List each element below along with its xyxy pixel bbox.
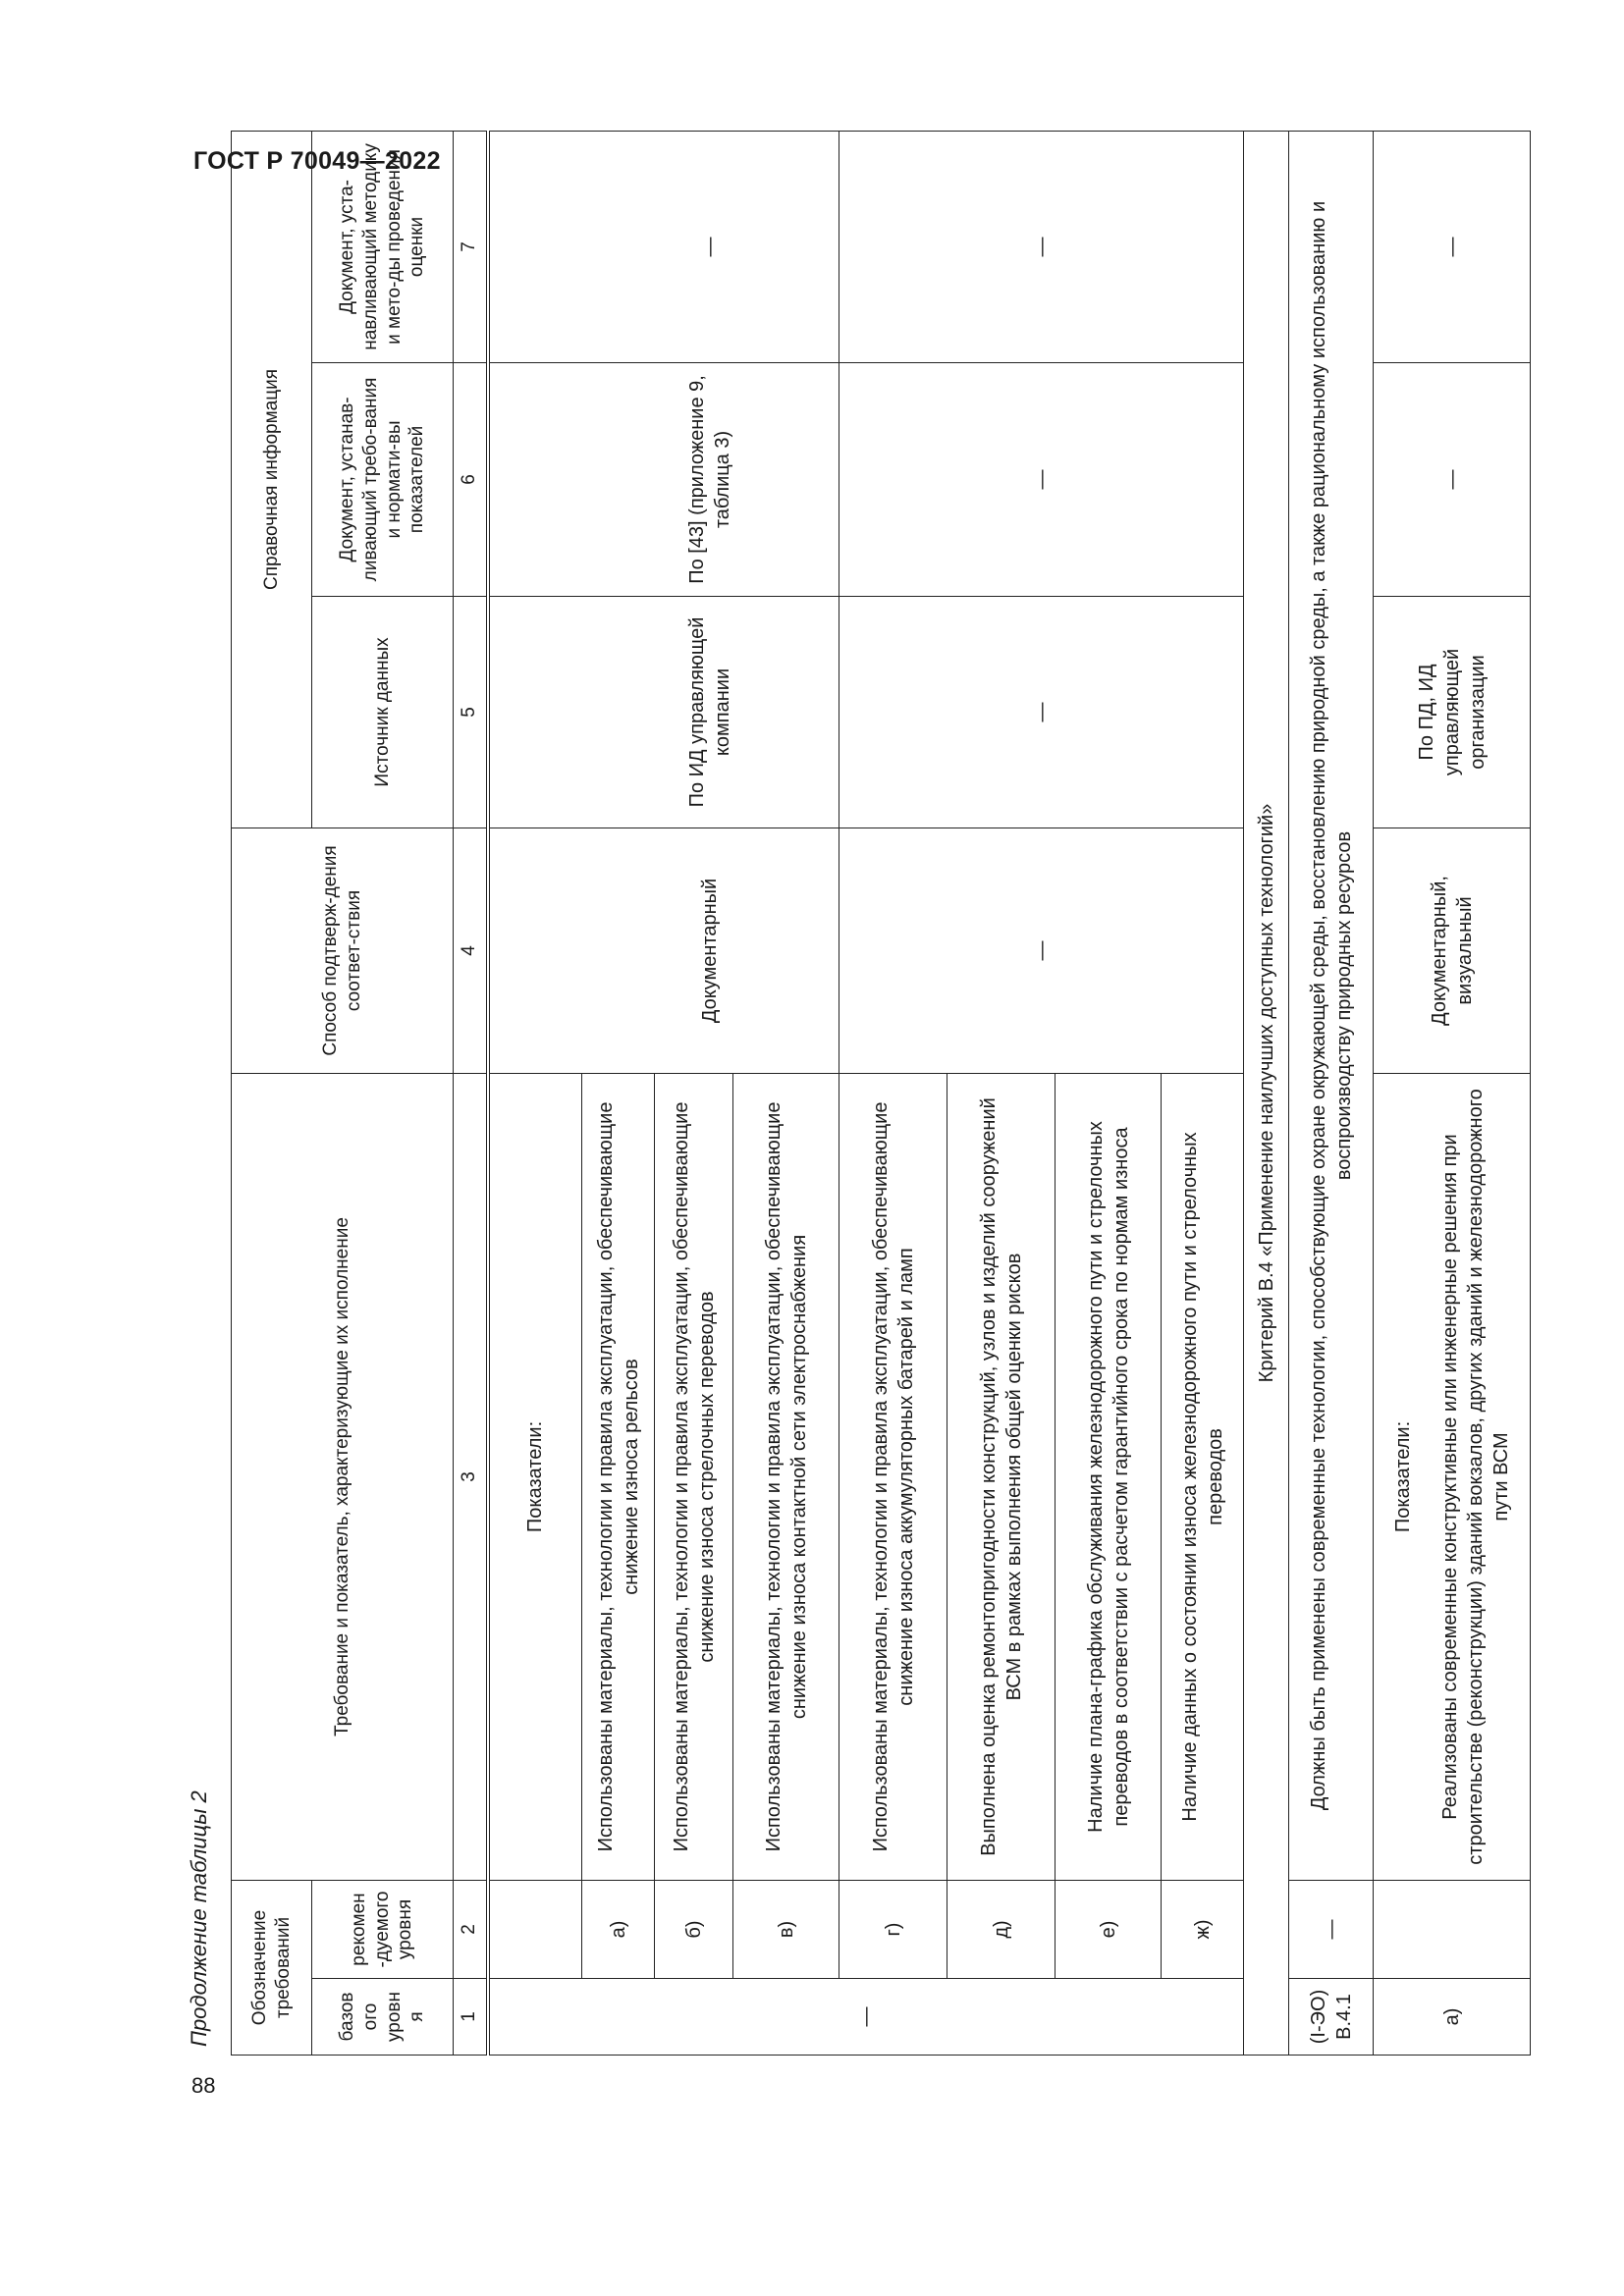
item-text: Использованы материалы, технологии и правила эксплуатации, обеспечивающие снижение износа рельсов [582,1073,655,1880]
criterion-title: Критерий В.4 «Применение наилучших доступных технологий» [1244,131,1289,2055]
item-text: Выполнена оценка ремонтопригодности конструкций, узлов и изделий сооружений ВСМ в рамках выполнения общей оценки рисков [947,1073,1056,1880]
col-number: 4 [454,828,488,1073]
item-text: Использованы материалы, технологии и правила эксплуатации, обеспечивающие снижение износа стрелочных переводов [655,1073,733,1880]
b41a-text: Реализованы современные конструктивные или инженерные решения при строительстве (реконструкции) зданий вокзалов, других зданий и железнодорожного пути ВСМ [1438,1089,1512,1865]
b41-base: (I-ЭО) В.4.1 [1289,1979,1374,2056]
confirmation-cell: Документарный [582,828,839,1073]
indicators-label: Показатели: [1391,1420,1414,1533]
header-reference: Справочная информация [232,131,312,828]
base-level-cell: — [488,1979,1244,2056]
item-letter: е) [1056,1881,1162,1979]
confirmation-cell: — [839,828,1244,1073]
doc-requirements-cell: — [839,362,1244,596]
item-letter: г) [839,1881,947,1979]
b41a-doc-method: — [1374,131,1531,362]
header-source: Источник данных [312,596,454,828]
indicators-label: Показатели: [488,1073,582,1880]
col-number: 2 [454,1881,488,1979]
item-text: Наличие данных о состоянии износа железнодорожного пути и стрелочных переводов [1162,1073,1244,1880]
requirements-table [231,131,1531,2056]
b41a-doc-requirements: — [1374,362,1531,596]
col-number: 1 [454,1979,488,2056]
item-letter: д) [947,1881,1056,1979]
b41-text: Должны быть применены современные технологии, способствующие охране окружающей среды, восстановлению природной среды, а также рациональному использованию и воспроизводству природных ресурсов [1289,131,1374,1880]
item-text: Наличие плана-графика обслуживания железнодорожного пути и стрелочных переводов в соответствии с расчетом гарантийного срока по нормам износа [1056,1073,1162,1880]
header-recommended-level: рекомен-дуемого уровня [312,1881,454,1979]
header-base-level: базового уровня [312,1979,454,2056]
col-number: 5 [454,596,488,828]
col-number: 3 [454,1073,488,1880]
source-cell: — [839,596,1244,828]
page-number: 88 [191,2073,216,2098]
header-requirement: Требование и показатель, характеризующие их исполнение [232,1073,454,1880]
doc-method-cell: — [839,131,1244,362]
header-doc-requirements: Документ, устанав-ливающий требо-вания и нормати-вы показателей [312,362,454,596]
header-doc-method: Документ, уста-навливающий методику и мето-ды проведения оценки [312,131,454,362]
header-confirmation: Способ подтверж-дения соответ-ствия [232,828,454,1073]
b41-recommended: — [1289,1881,1374,1979]
col-number: 6 [454,362,488,596]
doc-method-cell: — [582,131,839,362]
item-letter: б) [655,1881,733,1979]
b41a-confirmation: Документарный, визуальный [1374,828,1531,1073]
col-number: 7 [454,131,488,362]
item-text: Использованы материалы, технологии и правила эксплуатации, обеспечивающие снижение износа аккумуляторных батарей и ламп [839,1073,947,1880]
doc-requirements-cell: По [43] (приложение 9, таблица 3) [582,362,839,596]
item-letter: в) [733,1881,839,1979]
b41a-source: По ПД, ИД управляющей организации [1374,596,1531,828]
b41a-letter: а) [1374,1979,1531,2056]
item-letter: а) [582,1881,655,1979]
item-letter: ж) [1162,1881,1244,1979]
item-text: Использованы материалы, технологии и правила эксплуатации, обеспечивающие снижение износа контактной сети электроснабжения [733,1073,839,1880]
header-designation: Обозначение требований [232,1881,312,2056]
source-cell: По ИД управляющей компании [582,596,839,828]
table-caption: Продолжение таблицы 2 [187,1790,211,2047]
document-header: ГОСТ Р 70049—2022 [193,147,441,175]
